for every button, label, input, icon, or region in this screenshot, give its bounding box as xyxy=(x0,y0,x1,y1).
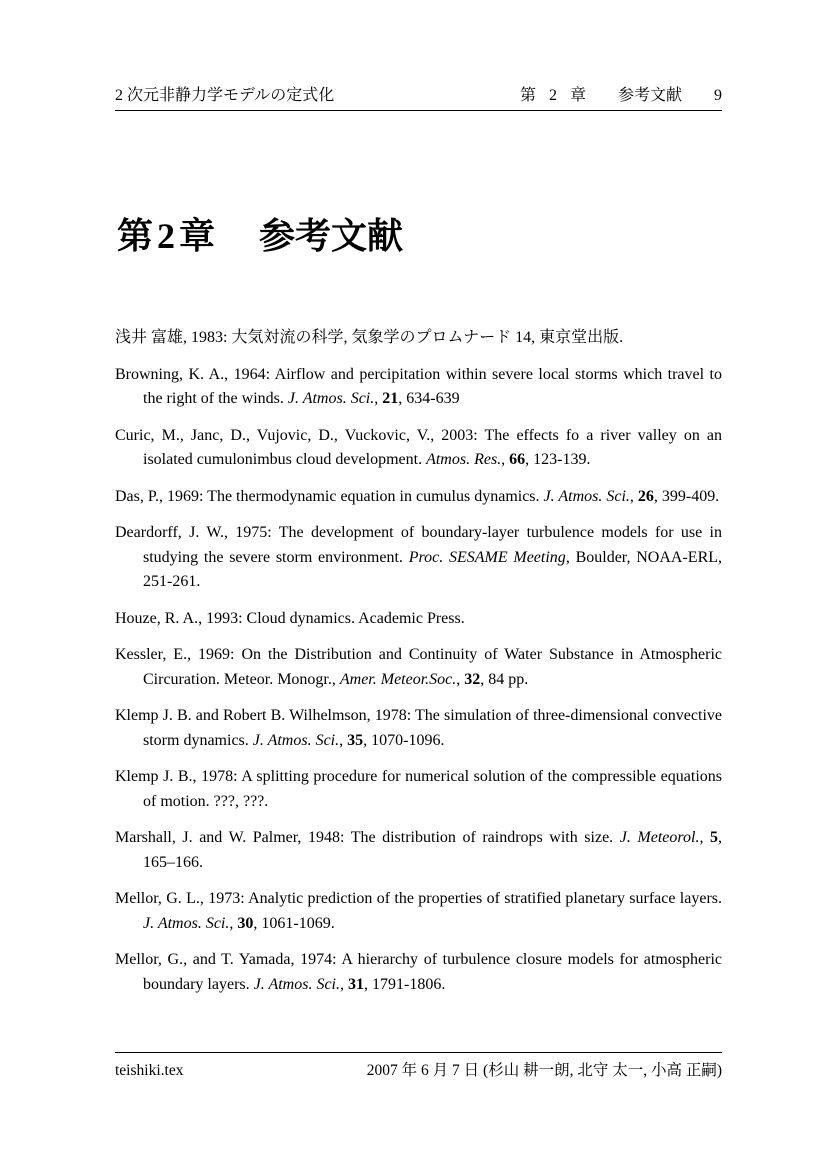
footer-date-authors: 2007 年 6 月 7 日 (杉山 耕一朗, 北守 太一, 小高 正嗣) xyxy=(366,1062,722,1079)
reference-segment: Das, P., 1969: The thermodynamic equation in cumulus dynamics. xyxy=(115,487,544,505)
running-head-chapter-prefix: 第 xyxy=(519,87,536,104)
reference-segment: , xyxy=(699,829,711,846)
reference-segment: 66 xyxy=(509,451,526,468)
reference-segment: J. Atmos. Sci. xyxy=(253,975,340,993)
running-head-left xyxy=(115,86,334,106)
reference-segment: , 1791-1806. xyxy=(364,975,446,993)
reference-segment: 31 xyxy=(348,975,364,993)
reference-segment: , Boulder, NOAA-ERL, 251-261. xyxy=(143,548,723,590)
reference-segment: J. Atmos. Sci. xyxy=(252,731,340,749)
running-head-section-title: 参考文献 xyxy=(617,87,682,104)
reference-segment: , 123-139. xyxy=(525,451,591,468)
reference-segment: Marshall, J. and W. Palmer, 1948: The distribution of raindrops with size. xyxy=(115,829,620,846)
reference-segment: Proc. SESAME Meeting xyxy=(408,548,566,566)
reference-segment: 30 xyxy=(237,914,254,932)
reference-segment: 21 xyxy=(382,390,399,407)
reference-segment: , 1070-1096. xyxy=(363,731,445,749)
header-rule xyxy=(115,110,722,111)
reference-segment: Curic, M., Janc, D., Vujovic, D., Vuckovic, V., 2003: The effects fo a river valley on an isolated cumulonimbus cloud development. xyxy=(115,426,722,468)
reference-segment: J. Atmos. Sci. xyxy=(543,487,630,505)
chapter-heading-suffix: 章 xyxy=(179,215,216,256)
reference-entry xyxy=(115,826,722,875)
reference-segment: , 84 pp. xyxy=(480,670,529,688)
reference-segment: 浅井 富雄, 1983: 大気対流の科学, 気象学のプロムナード 14, 東京堂出版. xyxy=(115,329,624,346)
chapter-heading xyxy=(117,214,403,258)
chapter-heading-prefix: 第 xyxy=(117,215,154,256)
chapter-heading-number: 2 xyxy=(157,216,176,256)
reference-segment: Atmos. Res. xyxy=(426,451,502,468)
reference-entry xyxy=(115,948,722,997)
reference-segment: Browning, K. A., 1964: Airflow and percipitation within severe local storms which travel to the right of the winds. xyxy=(115,365,722,407)
reference-segment: J. Meteorol. xyxy=(619,829,700,846)
running-head-left-number: 2 xyxy=(115,87,123,104)
reference-entry xyxy=(115,363,722,412)
reference-segment: , xyxy=(339,731,348,749)
running-head-right xyxy=(520,86,722,106)
reference-segment: 35 xyxy=(347,731,364,749)
reference-segment: J. Atmos. Sci. xyxy=(287,390,375,407)
footer-filename: teishiki.tex xyxy=(115,1062,184,1079)
reference-segment: , 165–166. xyxy=(143,829,723,871)
reference-segment: Klemp J. B. and Robert B. Wilhelmson, 1978: The simulation of three-dimensional convective storm dynamics. xyxy=(115,707,722,749)
running-head xyxy=(115,86,722,106)
reference-entry xyxy=(115,887,722,936)
reference-segment: , xyxy=(501,451,510,468)
reference-segment: , xyxy=(456,670,465,688)
reference-segment: , xyxy=(340,975,348,993)
reference-segment: 5 xyxy=(710,829,719,846)
reference-segment: Klemp J. B., 1978: A splitting procedure for numerical solution of the compressible equations of motion. ???, ???. xyxy=(115,768,722,810)
reference-segment: 32 xyxy=(464,670,481,688)
running-head-chapter-suffix: 章 xyxy=(569,87,586,104)
reference-segment: , xyxy=(629,487,638,505)
reference-segment: Deardorff, J. W., 1975: The development of boundary-layer turbulence models for use in studying the severe storm environment. xyxy=(115,524,722,566)
running-head-left-title: 次元非静力学モデルの定式化 xyxy=(127,87,335,104)
reference-segment: 26 xyxy=(637,487,654,505)
page-number: 9 xyxy=(714,87,722,104)
reference-entry xyxy=(115,643,722,692)
reference-segment: , xyxy=(229,914,238,932)
reference-segment: , 1061-1069. xyxy=(253,914,335,932)
reference-segment: J. Atmos. Sci. xyxy=(143,914,230,932)
reference-entry xyxy=(115,485,722,510)
reference-segment: Mellor, G., and T. Yamada, 1974: A hierarchy of turbulence closure models for atmospheric boundary layers. xyxy=(115,951,722,993)
footer xyxy=(115,1060,722,1082)
reference-segment: Amer. Meteor.Soc. xyxy=(339,670,457,688)
reference-segment: Kessler, E., 1969: On the Distribution and Continuity of Water Substance in Atmospheric Circuration. Meteor. Monogr., xyxy=(115,646,722,688)
reference-entry xyxy=(115,607,722,632)
reference-segment: , 634-639 xyxy=(398,390,460,407)
running-head-chapter-number: 2 xyxy=(548,87,557,104)
chapter-heading-title: 参考文献 xyxy=(259,215,404,256)
reference-entry xyxy=(115,424,722,473)
reference-segment: , xyxy=(374,390,383,407)
reference-entry xyxy=(115,765,722,814)
reference-segment: Houze, R. A., 1993: Cloud dynamics. Academic Press. xyxy=(115,609,465,627)
reference-list xyxy=(115,326,722,1009)
footer-rule xyxy=(115,1052,722,1053)
reference-entry xyxy=(115,704,722,753)
reference-entry xyxy=(115,521,722,595)
reference-segment: , 399-409. xyxy=(653,487,720,505)
reference-entry xyxy=(115,326,722,351)
reference-segment: Mellor, G. L., 1973: Analytic prediction of the properties of stratified planetary surface layers. xyxy=(115,890,722,907)
